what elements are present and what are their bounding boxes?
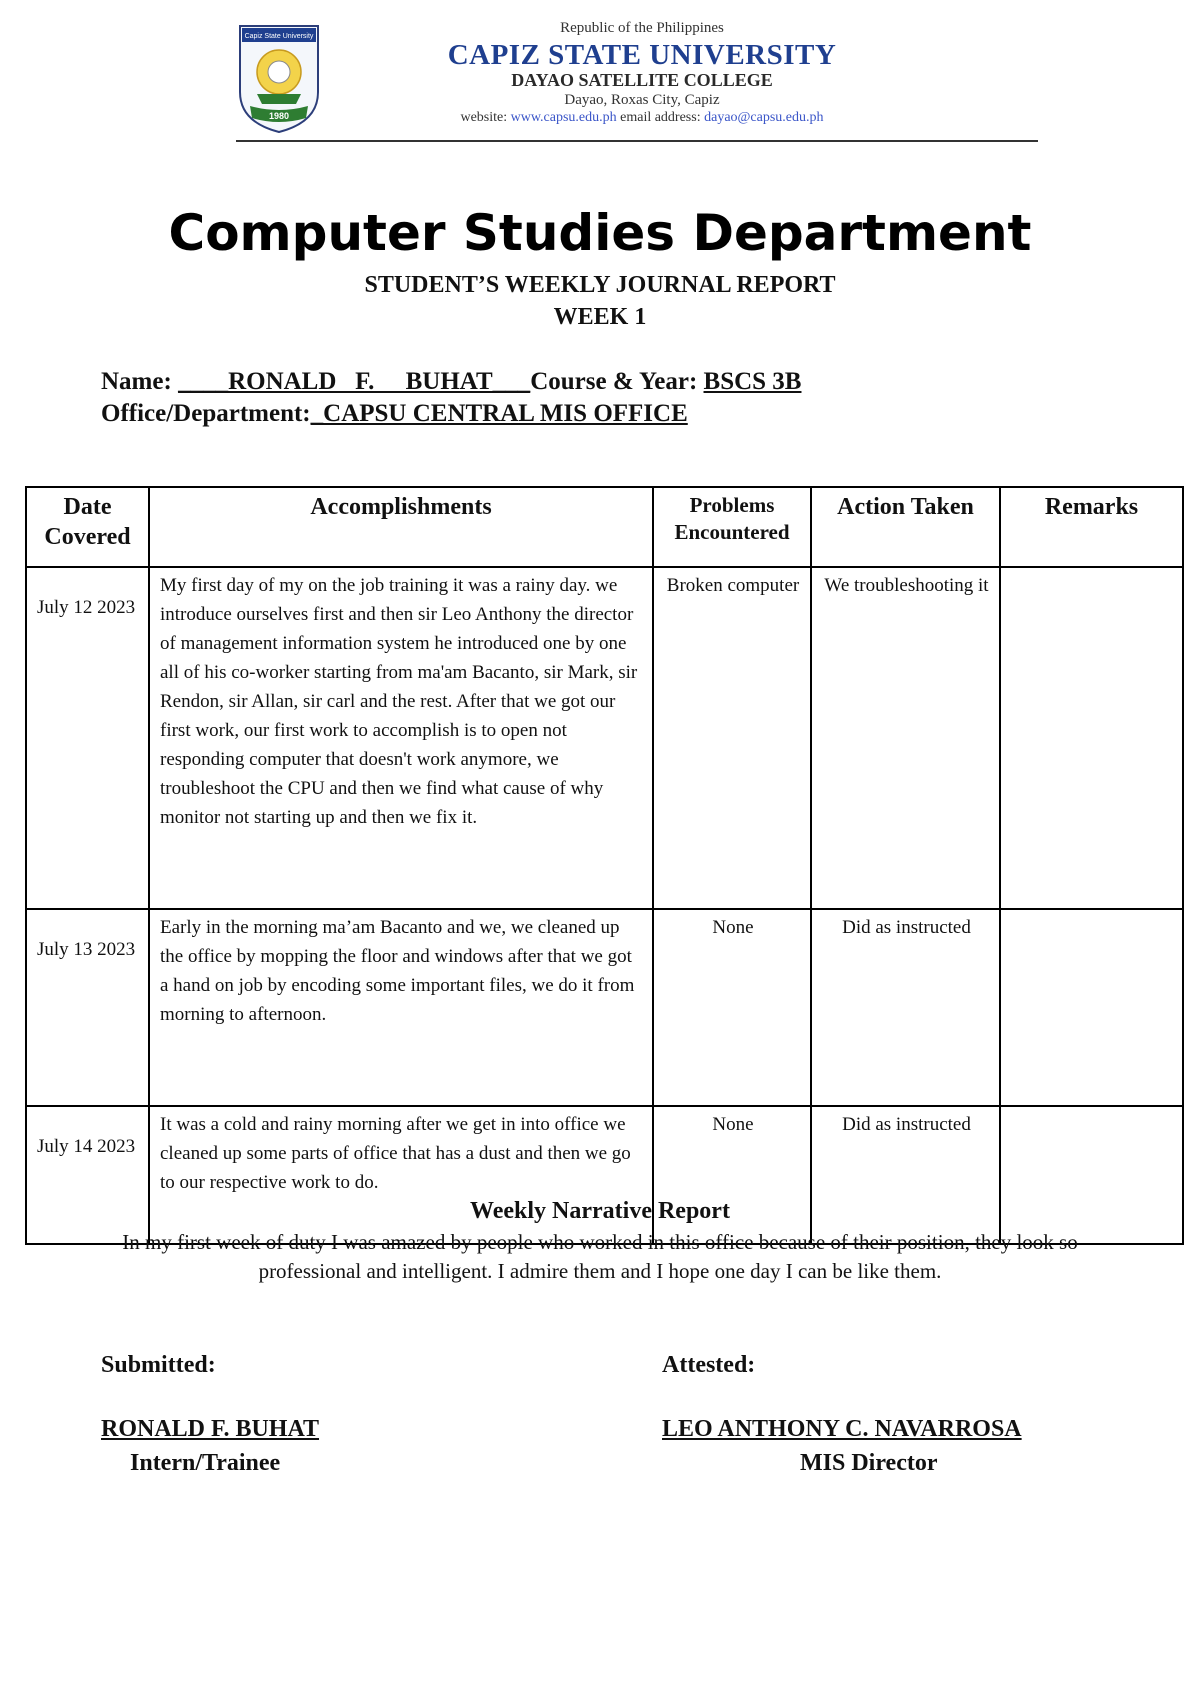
table-row	[26, 909, 1183, 1106]
college-name: DAYAO SATELLITE COLLEGE	[511, 70, 773, 90]
header-problems: Problems Encountered	[653, 487, 811, 567]
college-address: Dayao, Roxas City, Capiz	[564, 92, 720, 108]
submitted-label: Submitted:	[101, 1352, 216, 1378]
office-line	[101, 400, 688, 428]
course-label: Course & Year:	[530, 368, 704, 395]
narrative-title: Weekly Narrative Report	[470, 1198, 730, 1224]
republic-text: Republic of the Philippines	[560, 20, 724, 36]
university-seal-logo	[236, 22, 322, 134]
row-accomplishments: It was a cold and rainy morning after we get in into office we cleaned up some parts of office that has a dust and then we go to our respective work to do.	[149, 1106, 653, 1244]
office-value: _CAPSU CENTRAL MIS OFFICE	[310, 400, 688, 427]
letterhead	[232, 16, 1042, 146]
university-name: CAPIZ STATE UNIVERSITY	[447, 39, 837, 71]
email-label: email address:	[616, 110, 705, 125]
row-action: We troubleshooting it	[811, 567, 1000, 909]
row-remarks	[1000, 909, 1183, 1106]
letterhead-divider	[236, 140, 1038, 142]
website-link[interactable]: www.capsu.edu.ph	[510, 110, 617, 125]
submitted-name: RONALD F. BUHAT	[101, 1416, 320, 1442]
name-value: ____RONALD F. BUHAT___	[178, 368, 531, 395]
seal-year: 1980	[268, 111, 290, 121]
submitted-role: Intern/Trainee	[130, 1450, 281, 1476]
table-row	[26, 567, 1183, 909]
website-label: website:	[460, 110, 511, 125]
row-date: July 14 2023	[26, 1106, 149, 1244]
row-accomplishments: My first day of my on the job training it was a rainy day. we introduce ourselves first and then sir Leo Anthony the director of management information system he introduced one by one all of his co-worker starting from ma'am Bacanto, sir Mark, sir Rendon, sir Allan, sir carl and the rest. After that we got our first work, our first work to accomplish is to open not responding computer that doesn't work anymore, we troubleshoot the CPU and then we find what cause of why monitor not starting up and then we fix it.	[149, 567, 653, 909]
student-name-line	[101, 368, 801, 396]
narrative-body: In my first week of duty I was amazed by people who worked in this office because of their position, they look so professional and intelligent. I admire them and I hope one day I can be like them.	[122, 1230, 1078, 1283]
attested-role: MIS Director	[800, 1450, 938, 1476]
department-title: Computer Studies Department	[168, 204, 1032, 262]
report-title: STUDENT’S WEEKLY JOURNAL REPORT	[364, 272, 836, 298]
row-date: July 12 2023	[26, 567, 149, 909]
row-problems: None	[653, 1106, 811, 1244]
header-action: Action Taken	[811, 487, 1000, 567]
header-remarks: Remarks	[1000, 487, 1183, 567]
header-accomplishments: Accomplishments	[149, 487, 653, 567]
row-problems: None	[653, 909, 811, 1106]
contact-line	[382, 110, 902, 126]
name-label: Name:	[101, 368, 179, 395]
office-label: Office/Department:	[101, 400, 311, 427]
header-date: Date Covered	[26, 487, 149, 567]
attested-name: LEO ANTHONY C. NAVARROSA	[662, 1416, 1022, 1442]
journal-table	[25, 486, 1184, 1245]
course-value: BSCS 3B	[703, 368, 802, 395]
week-label: WEEK 1	[553, 304, 647, 330]
email-link[interactable]: dayao@capsu.edu.ph	[704, 110, 824, 125]
row-date: July 13 2023	[26, 909, 149, 1106]
row-action: Did as instructed	[811, 909, 1000, 1106]
row-remarks	[1000, 567, 1183, 909]
row-accomplishments: Early in the morning ma’am Bacanto and we, we cleaned up the office by mopping the floor and windows after that we got a hand on job by encoding some important files, we do it from morning to afternoon.	[149, 909, 653, 1106]
row-problems: Broken computer	[653, 567, 811, 909]
attested-label: Attested:	[662, 1352, 756, 1378]
row-action: Did as instructed	[811, 1106, 1000, 1244]
table-header-row	[26, 487, 1183, 567]
seal-text: Capiz State University	[244, 33, 314, 40]
